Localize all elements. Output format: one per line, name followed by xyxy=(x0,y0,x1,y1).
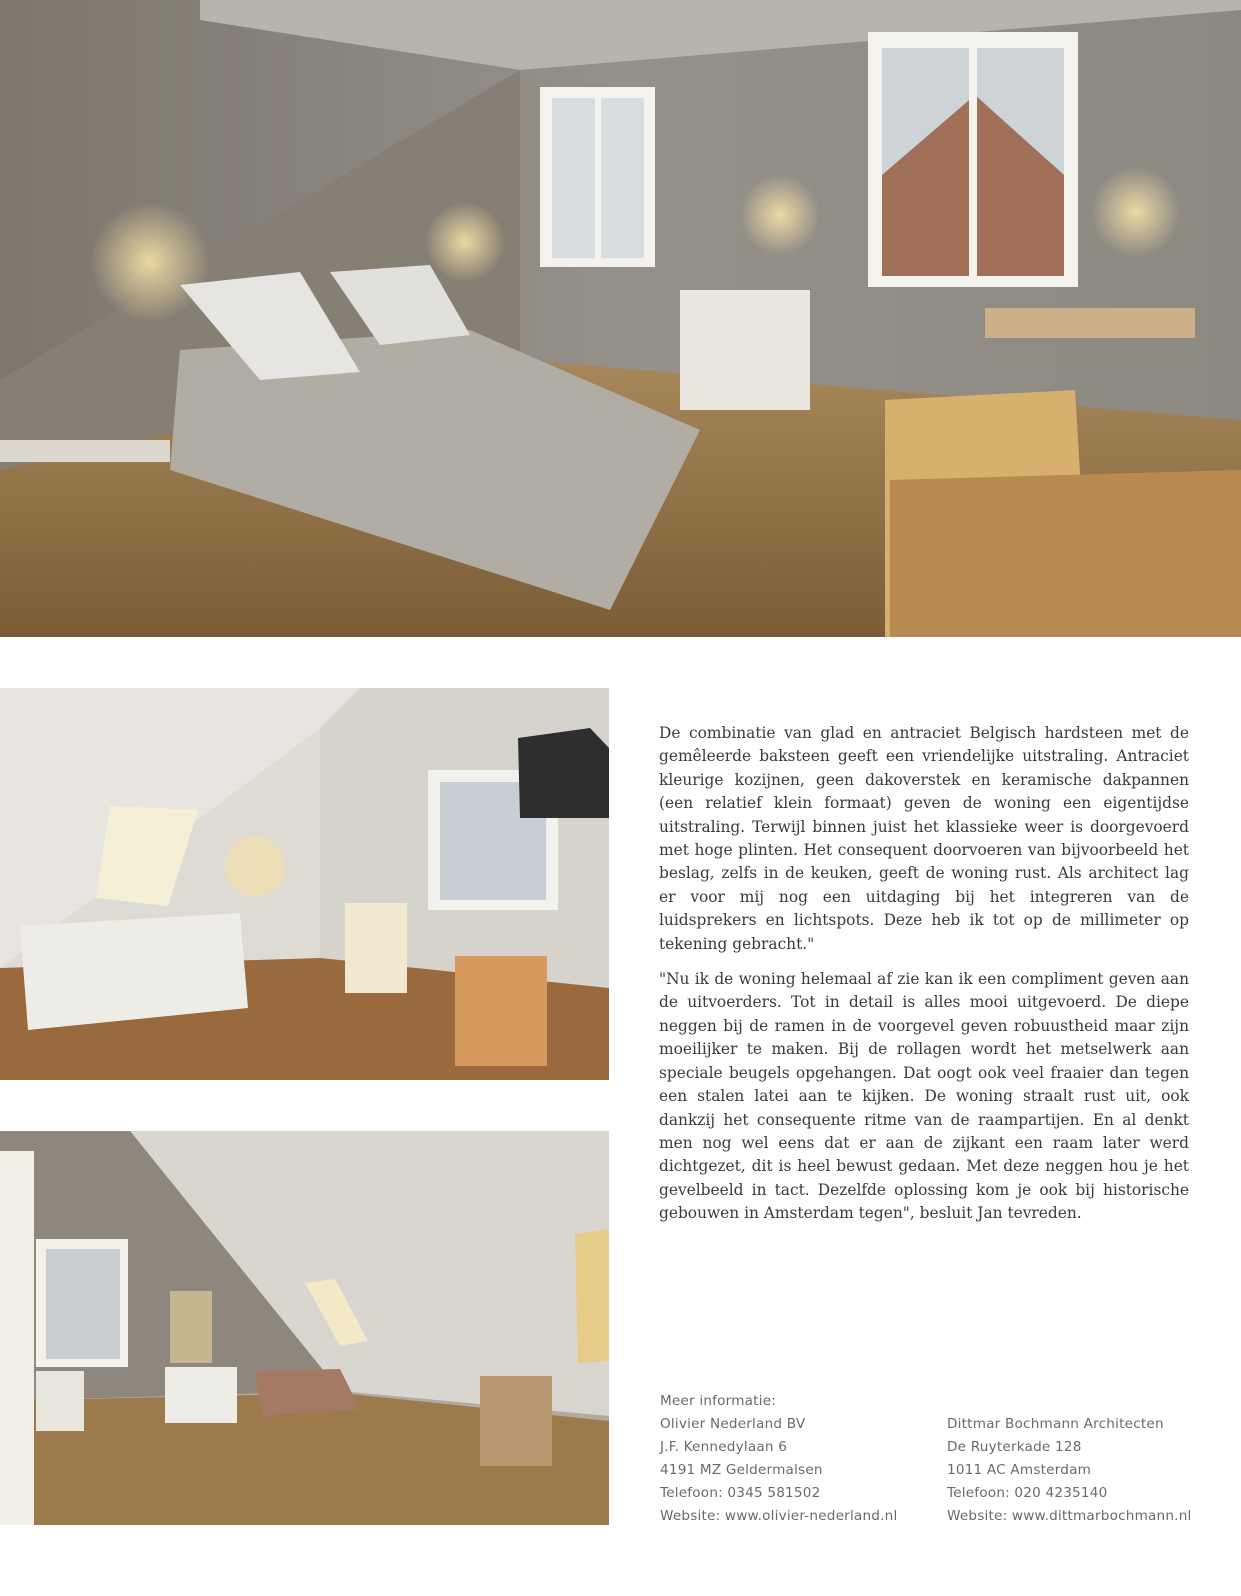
street-address: De Ruyterkade 128 xyxy=(947,1439,1082,1455)
city-address: 4191 MZ Geldermalsen xyxy=(660,1462,823,1478)
bedroom-photo xyxy=(0,0,1241,637)
living-room-photo xyxy=(0,688,609,1080)
website: Website: www.olivier-nederland.nl xyxy=(660,1508,898,1524)
phone-number: Telefoon: 020 4235140 xyxy=(947,1485,1108,1501)
street-address: J.F. Kennedylaan 6 xyxy=(660,1439,788,1455)
phone-number: Telefoon: 0345 581502 xyxy=(660,1485,821,1501)
contact-olivier xyxy=(660,1390,930,1528)
city-address: 1011 AC Amsterdam xyxy=(947,1462,1092,1478)
info-heading: Meer informatie: xyxy=(660,1393,777,1409)
contact-dittmar xyxy=(947,1390,1227,1528)
attic-bedroom-photo xyxy=(0,1131,609,1525)
info-spacer xyxy=(947,1390,1227,1413)
company-name: Dittmar Bochmann Architecten xyxy=(947,1416,1164,1432)
company-name: Olivier Nederland BV xyxy=(660,1416,806,1432)
article-text xyxy=(659,722,1189,1238)
article-paragraph: De combinatie van glad en antraciet Belgisch hardsteen met de gemêleerde baksteen geeft een vriendelijke uitstraling. Antraciet kleurige kozijnen, geen dakoverstek en keramische dakpannen (een relatief klein formaat) geven de woning een eigentijdse uitstraling. Terwijl binnen juist het klassieke weer is doorgevoerd met hoge plinten. Het consequent doorvoeren van bijvoorbeeld het beslag, zelfs in de keuken, geeft de woning rust. Als architect lag er voor mij nog een uitdaging bij het integreren van de luidsprekers en lichtspots. Deze heb ik tot op de millimeter op tekening gebracht." xyxy=(659,724,1189,953)
article-paragraph: "Nu ik de woning helemaal af zie kan ik een compliment geven aan de uitvoerders. Tot in detail is alles mooi uitgevoerd. De diepe neggen bij de ramen in de voorgevel geven robuustheid maar zijn moeilijker te maken. Bij de rollagen wordt het metselwerk aan speciale beugels opgehangen. Dat oogt ook veel fraaier dan tegen een stalen latei aan te kijken. De woning straalt rust uit, ook dankzij het consequente ritme van de raampartijen. En al denkt men nog wel eens dat er aan de zijkant een raam later werd dichtgezet, dit is heel bewust gedaan. Met deze neggen hou je het gevelbeeld in tact. Dezelfde oplossing kom je ook bij historische gebouwen in Amsterdam tegen", besluit Jan tevreden. xyxy=(659,970,1189,1223)
website: Website: www.dittmarbochmann.nl xyxy=(947,1508,1192,1524)
